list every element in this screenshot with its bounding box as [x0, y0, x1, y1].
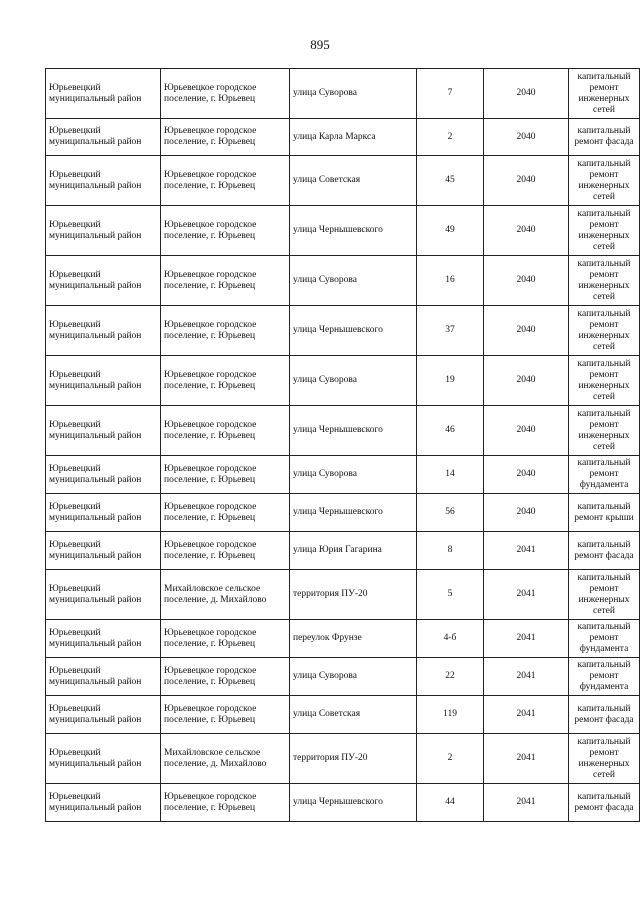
year-cell: 2040 — [484, 306, 569, 356]
table-row — [46, 570, 640, 620]
settlement-cell: Юрьевецкое городское поселение, г. Юрьевец — [161, 119, 290, 156]
table-row — [46, 119, 640, 156]
settlement-cell: Юрьевецкое городское поселение, г. Юрьевец — [161, 206, 290, 256]
settlement-cell: Юрьевецкое городское поселение, г. Юрьевец — [161, 494, 290, 532]
work-type-cell: капитальный ремонт инженерных сетей — [569, 69, 640, 119]
settlement-cell: Юрьевецкое городское поселение, г. Юрьевец — [161, 532, 290, 570]
year-cell: 2041 — [484, 696, 569, 734]
street-cell: улица Карла Маркса — [290, 119, 417, 156]
street-cell: улица Суворова — [290, 69, 417, 119]
house-cell: 19 — [417, 356, 484, 406]
house-cell: 119 — [417, 696, 484, 734]
work-type-cell: капитальный ремонт фасада — [569, 696, 640, 734]
table-row — [46, 156, 640, 206]
house-cell: 7 — [417, 69, 484, 119]
street-cell: улица Юрия Гагарина — [290, 532, 417, 570]
district-cell: Юрьевецкий муниципальный район — [46, 156, 161, 206]
table-row — [46, 406, 640, 456]
district-cell: Юрьевецкий муниципальный район — [46, 256, 161, 306]
district-cell: Юрьевецкий муниципальный район — [46, 532, 161, 570]
year-cell: 2040 — [484, 119, 569, 156]
house-cell: 37 — [417, 306, 484, 356]
house-cell: 49 — [417, 206, 484, 256]
table-row — [46, 256, 640, 306]
year-cell: 2041 — [484, 734, 569, 784]
year-cell: 2040 — [484, 156, 569, 206]
work-type-cell: капитальный ремонт инженерных сетей — [569, 306, 640, 356]
house-cell: 14 — [417, 456, 484, 494]
street-cell: улица Суворова — [290, 658, 417, 696]
house-cell: 5 — [417, 570, 484, 620]
table-row — [46, 532, 640, 570]
work-type-cell: капитальный ремонт фундамента — [569, 620, 640, 658]
table-row — [46, 356, 640, 406]
house-cell: 4-б — [417, 620, 484, 658]
year-cell: 2040 — [484, 406, 569, 456]
repair-schedule-table — [45, 68, 640, 822]
house-cell: 46 — [417, 406, 484, 456]
street-cell: улица Суворова — [290, 456, 417, 494]
street-cell: улица Советская — [290, 696, 417, 734]
work-type-cell: капитальный ремонт фасада — [569, 784, 640, 822]
house-cell: 56 — [417, 494, 484, 532]
street-cell: улица Чернышевского — [290, 206, 417, 256]
table-row — [46, 456, 640, 494]
settlement-cell: Юрьевецкое городское поселение, г. Юрьевец — [161, 156, 290, 206]
house-cell: 8 — [417, 532, 484, 570]
house-cell: 45 — [417, 156, 484, 206]
work-type-cell: капитальный ремонт крыши — [569, 494, 640, 532]
table-body — [46, 69, 640, 822]
district-cell: Юрьевецкий муниципальный район — [46, 494, 161, 532]
house-cell: 22 — [417, 658, 484, 696]
settlement-cell: Юрьевецкое городское поселение, г. Юрьевец — [161, 456, 290, 494]
district-cell: Юрьевецкий муниципальный район — [46, 456, 161, 494]
settlement-cell: Михайловское сельское поселение, д. Михайлово — [161, 734, 290, 784]
table-row — [46, 784, 640, 822]
work-type-cell: капитальный ремонт фундамента — [569, 658, 640, 696]
settlement-cell: Юрьевецкое городское поселение, г. Юрьевец — [161, 256, 290, 306]
year-cell: 2040 — [484, 494, 569, 532]
house-cell: 2 — [417, 734, 484, 784]
work-type-cell: капитальный ремонт инженерных сетей — [569, 570, 640, 620]
work-type-cell: капитальный ремонт инженерных сетей — [569, 206, 640, 256]
district-cell: Юрьевецкий муниципальный район — [46, 658, 161, 696]
year-cell: 2040 — [484, 256, 569, 306]
year-cell: 2041 — [484, 658, 569, 696]
street-cell: улица Суворова — [290, 356, 417, 406]
year-cell: 2040 — [484, 456, 569, 494]
district-cell: Юрьевецкий муниципальный район — [46, 119, 161, 156]
district-cell: Юрьевецкий муниципальный район — [46, 784, 161, 822]
street-cell: улица Чернышевского — [290, 494, 417, 532]
district-cell: Юрьевецкий муниципальный район — [46, 406, 161, 456]
street-cell: улица Чернышевского — [290, 784, 417, 822]
settlement-cell: Юрьевецкое городское поселение, г. Юрьевец — [161, 356, 290, 406]
work-type-cell: капитальный ремонт инженерных сетей — [569, 734, 640, 784]
year-cell: 2040 — [484, 69, 569, 119]
page-number: 895 — [310, 37, 330, 52]
table-row — [46, 620, 640, 658]
house-cell: 16 — [417, 256, 484, 306]
settlement-cell: Михайловское сельское поселение, д. Михайлово — [161, 570, 290, 620]
street-cell: улица Чернышевского — [290, 306, 417, 356]
table-row — [46, 734, 640, 784]
district-cell: Юрьевецкий муниципальный район — [46, 734, 161, 784]
work-type-cell: капитальный ремонт фундамента — [569, 456, 640, 494]
settlement-cell: Юрьевецкое городское поселение, г. Юрьевец — [161, 658, 290, 696]
year-cell: 2041 — [484, 620, 569, 658]
street-cell: улица Чернышевского — [290, 406, 417, 456]
year-cell: 2040 — [484, 206, 569, 256]
table-row — [46, 494, 640, 532]
house-cell: 2 — [417, 119, 484, 156]
district-cell: Юрьевецкий муниципальный район — [46, 696, 161, 734]
street-cell: улица Суворова — [290, 256, 417, 306]
work-type-cell: капитальный ремонт инженерных сетей — [569, 356, 640, 406]
work-type-cell: капитальный ремонт фасада — [569, 532, 640, 570]
table-row — [46, 658, 640, 696]
settlement-cell: Юрьевецкое городское поселение, г. Юрьевец — [161, 306, 290, 356]
work-type-cell: капитальный ремонт инженерных сетей — [569, 256, 640, 306]
year-cell: 2041 — [484, 784, 569, 822]
street-cell: территория ПУ-20 — [290, 570, 417, 620]
street-cell: улица Советская — [290, 156, 417, 206]
year-cell: 2041 — [484, 532, 569, 570]
street-cell: переулок Фрунзе — [290, 620, 417, 658]
work-type-cell: капитальный ремонт инженерных сетей — [569, 156, 640, 206]
district-cell: Юрьевецкий муниципальный район — [46, 306, 161, 356]
district-cell: Юрьевецкий муниципальный район — [46, 620, 161, 658]
district-cell: Юрьевецкий муниципальный район — [46, 206, 161, 256]
settlement-cell: Юрьевецкое городское поселение, г. Юрьевец — [161, 69, 290, 119]
work-type-cell: капитальный ремонт инженерных сетей — [569, 406, 640, 456]
district-cell: Юрьевецкий муниципальный район — [46, 570, 161, 620]
year-cell: 2041 — [484, 570, 569, 620]
district-cell: Юрьевецкий муниципальный район — [46, 69, 161, 119]
settlement-cell: Юрьевецкое городское поселение, г. Юрьевец — [161, 620, 290, 658]
work-type-cell: капитальный ремонт фасада — [569, 119, 640, 156]
table-row — [46, 206, 640, 256]
settlement-cell: Юрьевецкое городское поселение, г. Юрьевец — [161, 406, 290, 456]
street-cell: территория ПУ-20 — [290, 734, 417, 784]
settlement-cell: Юрьевецкое городское поселение, г. Юрьевец — [161, 696, 290, 734]
house-cell: 44 — [417, 784, 484, 822]
settlement-cell: Юрьевецкое городское поселение, г. Юрьевец — [161, 784, 290, 822]
year-cell: 2040 — [484, 356, 569, 406]
table-row — [46, 696, 640, 734]
table-row — [46, 306, 640, 356]
table-row — [46, 69, 640, 119]
district-cell: Юрьевецкий муниципальный район — [46, 356, 161, 406]
